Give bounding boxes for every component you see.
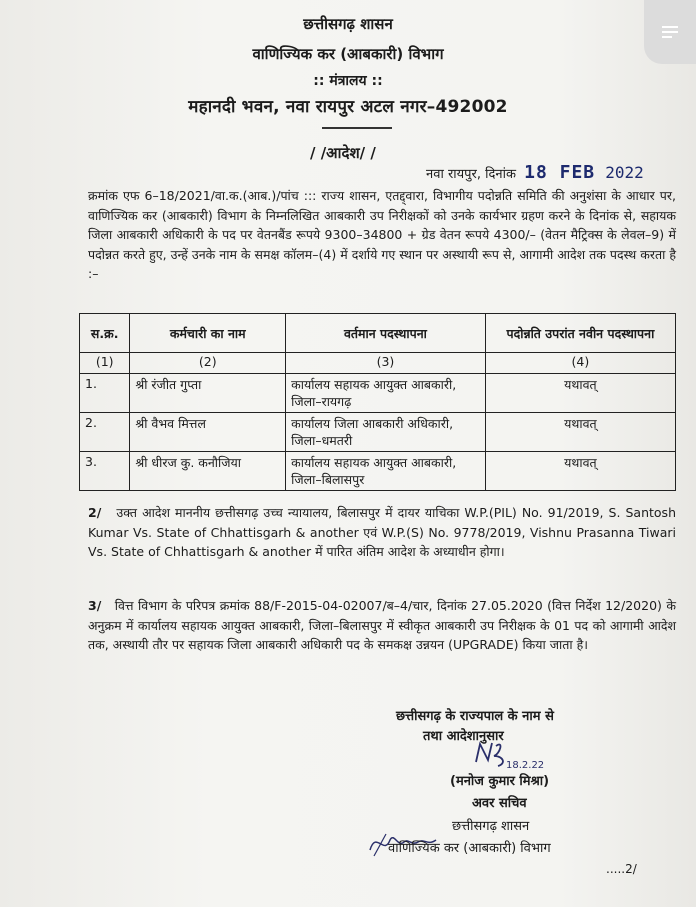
date-stamp: 18 FEB [524, 162, 596, 183]
col-header-current: वर्तमान पदस्थापना [286, 314, 486, 353]
col-header-new: पदोन्नति उपरांत नवीन पदस्थापना [485, 314, 675, 353]
cell-name: श्री रंजीत गुप्ता [130, 374, 286, 413]
cell-sno: 1. [80, 374, 130, 413]
header-government: छत्तीसगढ़ शासन [303, 15, 393, 33]
order-paragraph-1: क्रमांक एफ 6–18/2021/वा.क.(आब.)/पांच ::: राज्य शासन, एतद्द्वारा, विभागीय पदोन्नति समिति की अनुशंसा के आधार पर, वाणिज्यिक कर (आबकारी) विभाग के निम्नलिखित आबकारी उप निरीक्षकों को उनके कार्यभार ग्रहण करने के दिनांक से, सहायक जिला आबकारी अधिकारी के पद पर वेतनबैंड रूपये 9300–34800 + ग्रेड वेतन रूपये 4300/– (वेतन मैट्रिक्स के लेवल–9) में पदोन्नत करते हुए, उन्हें उनके नाम के समक्ष कॉलम–(4) में दर्शाये गए स्थान पर अस्थायी रूप से, आगामी आदेश तक पदस्थ करता है :– [88, 188, 676, 282]
table-row [80, 452, 676, 491]
posting-table [79, 313, 676, 491]
table-row [80, 374, 676, 413]
colnum: (3) [286, 353, 486, 374]
cell-name: श्री वैभव मित्तल [130, 413, 286, 452]
cell-current: कार्यालय सहायक आयुक्त आबकारी, जिला–रायगढ़ [286, 374, 486, 413]
table-header-row [80, 314, 676, 353]
cell-new: यथावत् [485, 452, 675, 491]
paragraph-number: 3/ [88, 598, 102, 613]
paragraph-text: उक्त आदेश माननीय छत्तीसगढ़ उच्च न्यायालय, बिलासपुर में दायर याचिका W.P.(PIL) No. 91/2019, S. Santosh Kumar Vs. State of Chhattisgarh & another एवं W.P.(S) No. 9778/2019, Vishnu Prasanna Tiwari Vs. State of Chhattisgarh & another में पारित अंतिम आदेश के अध्याधीन होगा। [88, 505, 676, 560]
table-row [80, 413, 676, 452]
colnum: (1) [80, 353, 130, 374]
colnum: (2) [130, 353, 286, 374]
order-paragraph-2 [88, 503, 676, 562]
handwritten-signature [470, 738, 545, 772]
col-header-sno: स.क्र. [80, 314, 130, 353]
cell-current: कार्यालय सहायक आयुक्त आबकारी, जिला–बिलासपुर [286, 452, 486, 491]
order-place-date [426, 162, 644, 183]
header-ministry: :: मंत्रालय :: [313, 73, 383, 89]
signatory-department: वाणिज्यिक कर (आबकारी) विभाग [388, 841, 551, 856]
page-continuation: .....2/ [606, 862, 637, 876]
cell-name: श्री धीरज कु. कनौजिया [130, 452, 286, 491]
header-address: महानदी भवन, नवा रायपुर अटल नगर–492002 [188, 97, 508, 117]
signatory-designation: अवर सचिव [472, 796, 527, 811]
header-department: वाणिज्यिक कर (आबकारी) विभाग [252, 45, 444, 63]
cell-sno: 2. [80, 413, 130, 452]
order-paragraph-3 [88, 596, 676, 655]
sign-authority-line: छत्तीसगढ़ के राज्यपाल के नाम से [396, 709, 554, 724]
cell-new: यथावत् [485, 413, 675, 452]
paragraph-text: वित्त विभाग के परिपत्र क्रमांक 88/F-2015-04-02007/ब–4/चार, दिनांक 27.05.2020 (वित्त निर्देश 12/2020) के अनुक्रम में कार्यालय सहायक आयुक्त आबकारी, जिला–बिलासपुर में स्वीकृत आबकारी उप निरीक्षक के 01 पद को आगामी आदेश तक, अस्थायी तौर पर सहायक जिला आबकारी अधिकारी पद के समकक्ष उन्नयन (UPGRADE) किया जाता है। [88, 598, 676, 653]
cell-new: यथावत् [485, 374, 675, 413]
order-title: / /आदेश/ / [310, 144, 376, 162]
signatory-government: छत्तीसगढ़ शासन [452, 819, 530, 834]
col-header-name: कर्मचारी का नाम [130, 314, 286, 353]
order-place: नवा रायपुर, दिनांक [426, 167, 516, 182]
cell-current: कार्यालय जिला आबकारी अधिकारी, जिला–धमतरी [286, 413, 486, 452]
paragraph-number: 2/ [88, 505, 102, 520]
table-colnum-row [80, 353, 676, 374]
signatory-name: (मनोज कुमार मिश्रा) [450, 774, 550, 789]
cell-sno: 3. [80, 452, 130, 491]
colnum: (4) [485, 353, 675, 374]
sign-date: 18.2.22 [506, 760, 545, 771]
date-stamp-year: 2022 [605, 163, 644, 182]
header-divider [322, 127, 392, 129]
sign-order-line: तथा आदेशानुसार [423, 729, 504, 744]
